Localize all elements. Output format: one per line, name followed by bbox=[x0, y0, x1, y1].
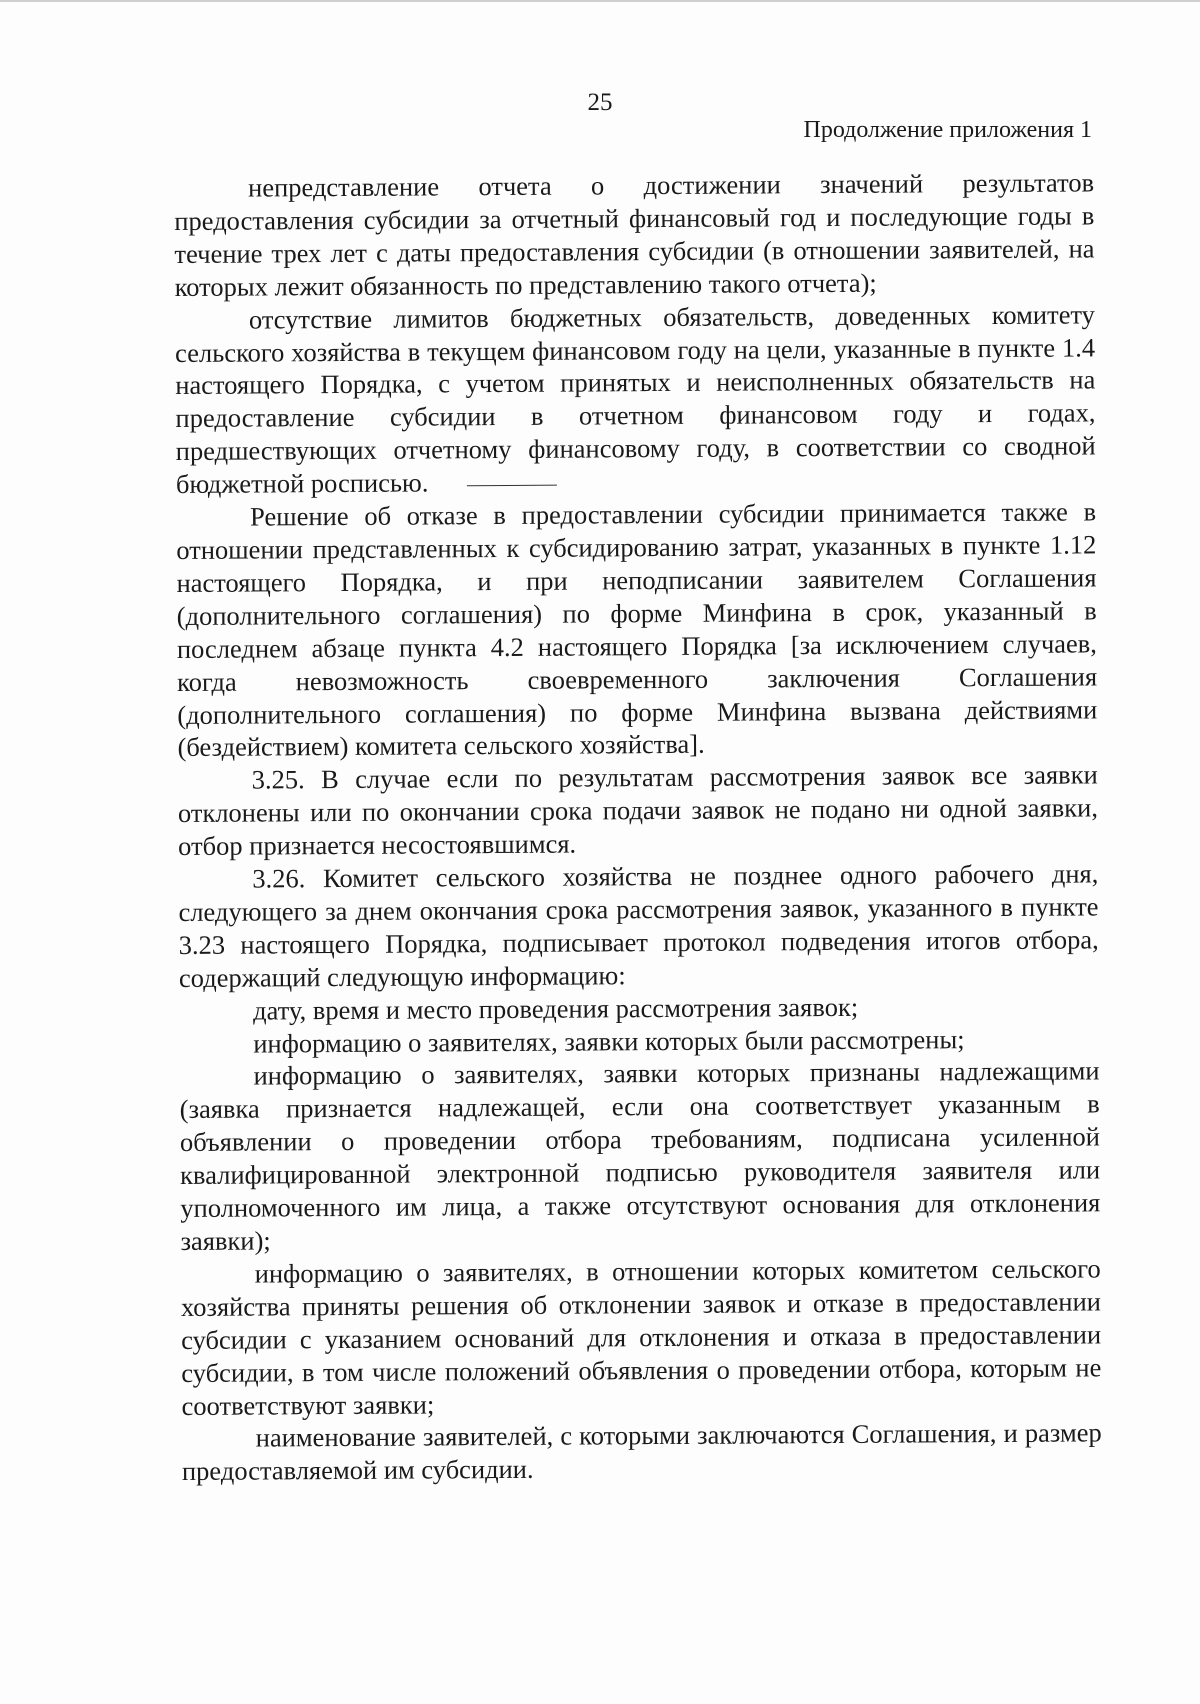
paragraph-budget-limits bbox=[175, 298, 1096, 501]
continuation-heading: Продолжение приложения 1 bbox=[803, 117, 1092, 143]
list-item-proper-applications: информацию о заявителях, заявки которых признаны надлежащими (заявка признается надлежащей, если она соответствует указанным в объявлении о проведении отбора требованиям, подписана усиленной квалифицированной электронной подписью руководителя заявителя или уполномоченного им лица, а также отсутствуют основания для отклонения заявки); bbox=[179, 1055, 1101, 1256]
paragraph-3-25: 3.25. В случае если по результатам рассмотрения заявок все заявки отклонены или по окончании срока подачи заявок не подано ни одной заявки, отбор признается несостоявшимся. bbox=[177, 759, 1098, 862]
scan-mark bbox=[466, 484, 556, 486]
list-item-date-place: дату, время и место проведения рассмотрения заявок; bbox=[253, 991, 859, 1026]
page-number: 25 bbox=[587, 89, 613, 116]
paragraph-report-not-submitted: непредставление отчета о достижении значений результатов предоставления субсидии за отчетный финансовый год и последующие годы в течение трех лет с даты предоставления субсидии (в отношении заявителей, на которых лежит обязанность по представлению такого отчета); bbox=[174, 167, 1095, 302]
list-item-rejected-applications: информацию о заявителях, в отношении которых комитетом сельского хозяйства приняты решения об отклонении заявок и отказе в предоставлении субсидии с указанием оснований для отклонения и отказа в предоставлении субсидии, в том числе положений объявления о проведении отбора, которым не соответствуют заявки; bbox=[180, 1253, 1102, 1421]
scan-top-edge bbox=[0, 0, 1200, 2]
list-item-reviewed-applicants: информацию о заявителях, заявки которых были рассмотрены; bbox=[253, 1023, 965, 1059]
paragraph-3-26: 3.26. Комитет сельского хозяйства не позднее одного рабочего дня, следующего за днем окончания срока рассмотрения заявок, указанного в пункте 3.23 настоящего Порядка, подписывает протокол подведения итогов отбора, содержащий следующую информацию: bbox=[178, 858, 1099, 993]
list-item-agreement-recipients: наименование заявителей, с которыми заключаются Соглашения, и размер предоставляемой им субсидии. bbox=[181, 1417, 1102, 1487]
paragraph-budget-limits-text: отсутствие лимитов бюджетных обязательств, доведенных комитету сельского хозяйства в текущем финансовом году на цели, указанные в пункте 1.4 настоящего Порядка, с учетом принятых и неисполненных обязательств на предоставление субсидии в отчетном финансовом году и годах, предшествующих отчетному финансовому году, в соответствии со сводной бюджетной росписью. bbox=[175, 299, 1096, 500]
paragraph-refusal-decision: Решение об отказе в предоставлении субсидии принимается также в отношении представленных к субсидированию затрат, указанных в пункте 1.12 настоящего Порядка, и при неподписании заявителем Соглашения (дополнительного соглашения) по форме Минфина в срок, указанный в последнем абзаце пункта 4.2 настоящего Порядка [за исключением случаев, когда невозможность своевременного заключения Соглашения (дополнительного соглашения) по форме Минфина вызвана действиями (бездействием) комитета сельского хозяйства]. bbox=[176, 496, 1098, 763]
document-body bbox=[174, 166, 1102, 1488]
